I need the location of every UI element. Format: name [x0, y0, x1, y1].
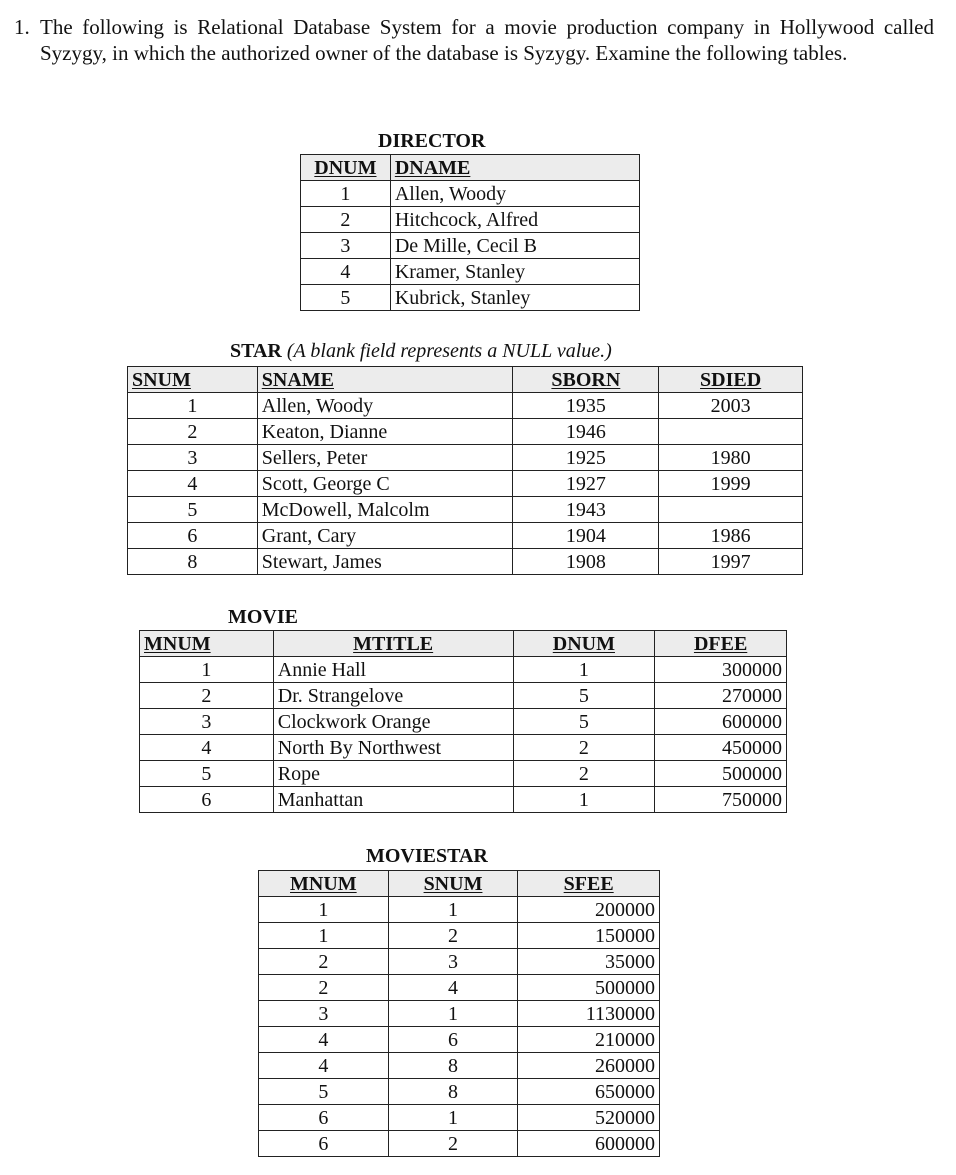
- movie-cell-dnum: 2: [513, 735, 655, 761]
- moviestar-cell-snum: 3: [388, 949, 518, 975]
- director-cell-dnum: 5: [301, 285, 391, 311]
- movie-cell-dnum: 5: [513, 683, 655, 709]
- table-row: [301, 233, 640, 259]
- moviestar-cell-sfee: 520000: [518, 1105, 660, 1131]
- table-row: [140, 735, 787, 761]
- moviestar-cell-snum: 2: [388, 1131, 518, 1157]
- director-header-dnum: DNUM: [301, 155, 391, 181]
- moviestar-header-sfee: SFEE: [518, 871, 660, 897]
- moviestar-cell-mnum: 3: [259, 1001, 389, 1027]
- moviestar-cell-sfee: 600000: [518, 1131, 660, 1157]
- moviestar-cell-mnum: 4: [259, 1053, 389, 1079]
- table-row: [259, 897, 660, 923]
- table-row: [128, 549, 803, 575]
- star-cell-sdied: 1999: [659, 471, 803, 497]
- moviestar-cell-snum: 1: [388, 897, 518, 923]
- table-row: [259, 1079, 660, 1105]
- table-row: [259, 949, 660, 975]
- movie-cell-mtitle: North By Northwest: [273, 735, 513, 761]
- table-row: [259, 975, 660, 1001]
- table-row: [128, 523, 803, 549]
- star-cell-snum: 3: [128, 445, 258, 471]
- director-title: DIRECTOR: [378, 130, 486, 152]
- star-header-sname: SNAME: [257, 367, 513, 393]
- star-caption: [230, 340, 612, 362]
- movie-cell-mtitle: Rope: [273, 761, 513, 787]
- moviestar-cell-snum: 8: [388, 1053, 518, 1079]
- table-row: [259, 1027, 660, 1053]
- moviestar-header-snum: SNUM: [388, 871, 518, 897]
- moviestar-cell-sfee: 260000: [518, 1053, 660, 1079]
- movie-cell-dfee: 600000: [655, 709, 787, 735]
- movie-header-dnum: DNUM: [513, 631, 655, 657]
- question-intro: [14, 14, 934, 66]
- movie-header-mtitle: MTITLE: [273, 631, 513, 657]
- director-cell-dnum: 4: [301, 259, 391, 285]
- movie-cell-mtitle: Dr. Strangelove: [273, 683, 513, 709]
- moviestar-cell-sfee: 210000: [518, 1027, 660, 1053]
- star-cell-sdied: [659, 419, 803, 445]
- director-cell-dnum: 1: [301, 181, 391, 207]
- moviestar-cell-sfee: 1130000: [518, 1001, 660, 1027]
- movie-header-row: [140, 631, 787, 657]
- star-cell-sname: Scott, George C: [257, 471, 513, 497]
- director-cell-dname: Allen, Woody: [390, 181, 639, 207]
- star-title: STAR: [230, 340, 282, 362]
- star-cell-snum: 6: [128, 523, 258, 549]
- movie-cell-mnum: 4: [140, 735, 274, 761]
- table-row: [128, 445, 803, 471]
- movie-cell-dnum: 5: [513, 709, 655, 735]
- star-cell-sborn: 1946: [513, 419, 659, 445]
- star-header-snum: SNUM: [128, 367, 258, 393]
- director-cell-dname: Hitchcock, Alfred: [390, 207, 639, 233]
- moviestar-table: [258, 870, 660, 1157]
- table-row: [259, 1053, 660, 1079]
- movie-header-dfee: DFEE: [655, 631, 787, 657]
- star-cell-sname: Stewart, James: [257, 549, 513, 575]
- table-row: [128, 497, 803, 523]
- director-header-dname: DNAME: [390, 155, 639, 181]
- movie-cell-dfee: 750000: [655, 787, 787, 813]
- table-row: [128, 393, 803, 419]
- moviestar-cell-sfee: 200000: [518, 897, 660, 923]
- director-cell-dname: Kubrick, Stanley: [390, 285, 639, 311]
- movie-cell-dnum: 1: [513, 657, 655, 683]
- star-cell-snum: 1: [128, 393, 258, 419]
- table-row: [301, 207, 640, 233]
- star-cell-snum: 5: [128, 497, 258, 523]
- moviestar-cell-sfee: 500000: [518, 975, 660, 1001]
- star-cell-sborn: 1904: [513, 523, 659, 549]
- star-cell-sborn: 1943: [513, 497, 659, 523]
- star-cell-sname: Grant, Cary: [257, 523, 513, 549]
- table-row: [301, 259, 640, 285]
- moviestar-cell-mnum: 6: [259, 1105, 389, 1131]
- star-cell-sname: Sellers, Peter: [257, 445, 513, 471]
- moviestar-cell-snum: 4: [388, 975, 518, 1001]
- movie-title: MOVIE: [228, 606, 298, 628]
- star-cell-sdied: 1997: [659, 549, 803, 575]
- director-cell-dname: De Mille, Cecil B: [390, 233, 639, 259]
- moviestar-cell-sfee: 650000: [518, 1079, 660, 1105]
- movie-cell-dnum: 2: [513, 761, 655, 787]
- star-cell-sborn: 1927: [513, 471, 659, 497]
- movie-cell-dfee: 500000: [655, 761, 787, 787]
- star-cell-sname: McDowell, Malcolm: [257, 497, 513, 523]
- moviestar-cell-snum: 6: [388, 1027, 518, 1053]
- star-cell-snum: 8: [128, 549, 258, 575]
- star-cell-sname: Keaton, Dianne: [257, 419, 513, 445]
- movie-cell-mnum: 1: [140, 657, 274, 683]
- table-row: [128, 419, 803, 445]
- star-cell-sdied: 2003: [659, 393, 803, 419]
- movie-cell-mnum: 5: [140, 761, 274, 787]
- star-cell-sdied: [659, 497, 803, 523]
- table-row: [140, 683, 787, 709]
- moviestar-cell-sfee: 150000: [518, 923, 660, 949]
- moviestar-cell-snum: 8: [388, 1079, 518, 1105]
- moviestar-title: MOVIESTAR: [366, 845, 488, 867]
- star-cell-sdied: 1986: [659, 523, 803, 549]
- moviestar-cell-mnum: 1: [259, 897, 389, 923]
- table-row: [140, 657, 787, 683]
- moviestar-cell-snum: 1: [388, 1001, 518, 1027]
- star-table: [127, 366, 803, 575]
- movie-cell-mtitle: Manhattan: [273, 787, 513, 813]
- star-header-row: [128, 367, 803, 393]
- movie-cell-mnum: 6: [140, 787, 274, 813]
- moviestar-cell-snum: 1: [388, 1105, 518, 1131]
- star-cell-sborn: 1935: [513, 393, 659, 419]
- moviestar-cell-mnum: 1: [259, 923, 389, 949]
- movie-cell-dfee: 450000: [655, 735, 787, 761]
- star-cell-sborn: 1908: [513, 549, 659, 575]
- movie-cell-mnum: 2: [140, 683, 274, 709]
- star-cell-sname: Allen, Woody: [257, 393, 513, 419]
- movie-cell-mtitle: Annie Hall: [273, 657, 513, 683]
- star-cell-sdied: 1980: [659, 445, 803, 471]
- moviestar-header-row: [259, 871, 660, 897]
- star-null-note: (A blank field represents a NULL value.): [286, 340, 612, 362]
- movie-cell-mnum: 3: [140, 709, 274, 735]
- movie-header-mnum: MNUM: [140, 631, 274, 657]
- moviestar-cell-mnum: 2: [259, 975, 389, 1001]
- moviestar-cell-sfee: 35000: [518, 949, 660, 975]
- table-row: [259, 1105, 660, 1131]
- movie-cell-dnum: 1: [513, 787, 655, 813]
- table-row: [259, 1131, 660, 1157]
- moviestar-cell-mnum: 5: [259, 1079, 389, 1105]
- star-cell-snum: 4: [128, 471, 258, 497]
- table-row: [301, 285, 640, 311]
- movie-table: [139, 630, 787, 813]
- star-cell-sborn: 1925: [513, 445, 659, 471]
- star-header-sdied: SDIED: [659, 367, 803, 393]
- star-header-sborn: SBORN: [513, 367, 659, 393]
- table-row: [140, 761, 787, 787]
- director-table: [300, 154, 640, 311]
- table-row: [128, 471, 803, 497]
- table-row: [301, 181, 640, 207]
- question-text: The following is Relational Database System for a movie production company in Hollywood called Syzygy, in which the authorized owner of the database is Syzygy. Examine the following tables.: [40, 15, 934, 65]
- moviestar-header-mnum: MNUM: [259, 871, 389, 897]
- table-row: [140, 709, 787, 735]
- movie-cell-dfee: 270000: [655, 683, 787, 709]
- director-cell-dnum: 3: [301, 233, 391, 259]
- moviestar-cell-snum: 2: [388, 923, 518, 949]
- moviestar-cell-mnum: 2: [259, 949, 389, 975]
- table-row: [259, 923, 660, 949]
- director-cell-dname: Kramer, Stanley: [390, 259, 639, 285]
- table-row: [259, 1001, 660, 1027]
- movie-cell-dfee: 300000: [655, 657, 787, 683]
- movie-cell-mtitle: Clockwork Orange: [273, 709, 513, 735]
- table-row: [140, 787, 787, 813]
- director-header-row: [301, 155, 640, 181]
- director-cell-dnum: 2: [301, 207, 391, 233]
- moviestar-cell-mnum: 4: [259, 1027, 389, 1053]
- moviestar-cell-mnum: 6: [259, 1131, 389, 1157]
- star-cell-snum: 2: [128, 419, 258, 445]
- question-number: 1.: [14, 15, 30, 39]
